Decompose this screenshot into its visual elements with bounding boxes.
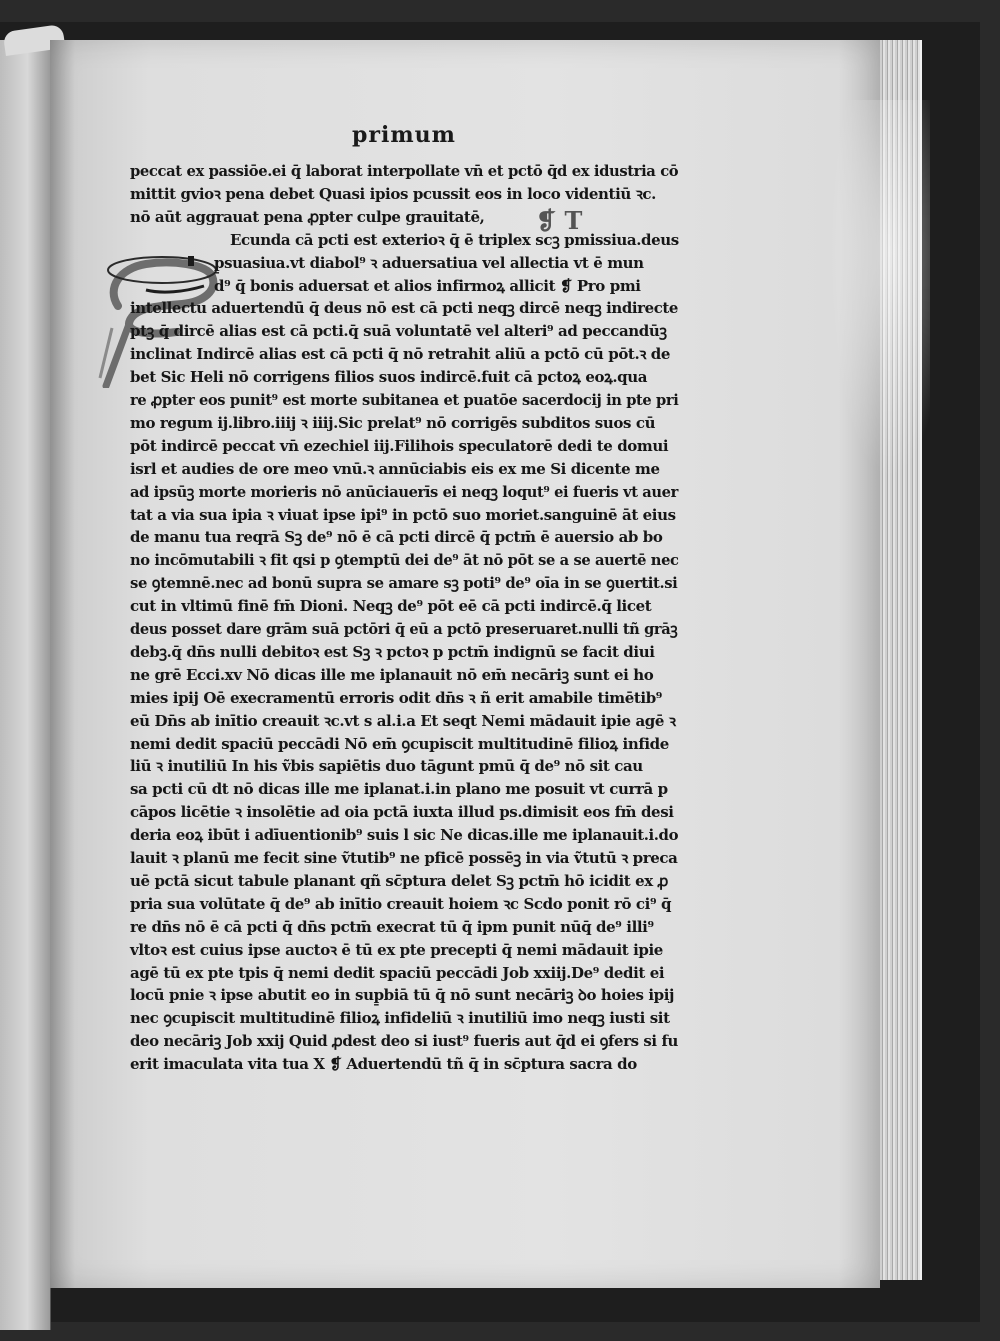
text-line: peccat ex passiōe.ei q̄ laborat interpollate vn̄ et pctō q̄d ex idustria cō [130, 162, 679, 180]
text-line: nō aūt aggrauat pena ꝓpter culpe grauitatē, [130, 207, 485, 226]
text-line: de manu tua reqrā Sꝫ de⁹ nō ē cā pcti dircē q̄ pctm̄ ē auersio ab bo [130, 528, 663, 547]
text-line: inclinat Indircē alias est cā pcti q̄ nō retrahit aliū a pctō cū pōt.ꝛ de [130, 345, 671, 364]
text-line: nemi dedit spaciū peccādi Nō em̄ ꝯcupiscit multitudinē filioꝝ infide [130, 734, 669, 753]
running-header: primum [352, 122, 456, 148]
text-line: no incōmutabili ꝛ fit qsi p ꝯtemptū dei de⁹ āt nō pōt se a se auertē nec [130, 551, 679, 570]
left-page-edge [0, 40, 51, 1330]
text-line: mittit gvioꝛ pena debet Quasi ipios pcussit eos in loco videntiū ꝛc. [130, 184, 656, 203]
text-line: pria sua volūtate q̄ de⁹ ab inītio creauit hoiem ꝛc Scdo ponit rō ci⁹ q̄ [130, 894, 672, 913]
text-line: locū pnie ꝛ ipse abutit eo in sup̱biā tū q̄ nō sunt necāriꝫ ꝺo hoies ipij [130, 986, 675, 1005]
text-line: uē pctā sicut tabule planant qñ sc̄ptura delet Sꝫ pctm̄ hō icidit ex ꝓ [130, 871, 668, 890]
text-line: debꝫ.q̄ dn̄s nulli debitoꝛ est Sꝫ ꝛ pctoꝛ p pctm̄ indignū se facit diui [130, 642, 655, 661]
text-line: agē tū ex pte tpis q̄ nemi dedit spaciū peccādi Job xxiij.De⁹ dedit ei [130, 963, 665, 982]
text-line: Ecunda cā pcti est exterioꝛ q̄ ē triplex scꝫ pmissiua.deus [230, 230, 679, 249]
text-line: mies ipij Oē execramentū erroris odit dn̄s ꝛ ñ erit amabile timētib⁹ [130, 688, 662, 707]
text-line: p̱suasiua.vt diabol⁹ ꝛ aduersatiua vel allectia vt ē mun [214, 253, 644, 272]
text-line: cut in vltimū finē fm̄ Dioni. Neqꝫ de⁹ pōt eē cā pcti indircē.q̄ licet [130, 597, 652, 616]
text-line: se ꝯtemnē.nec ad bonū supra se amare sꝫ poti⁹ de⁹ oīa in se ꝯuertit.si [130, 574, 678, 593]
text-line: vltoꝛ est cuius ipse auctoꝛ ē tū ex pte precepti q̄ nemi mādauit ipie [130, 940, 663, 959]
text-line: cāpos licētie ꝛ insolētie ad oia pctā iuxta illud ps.dimisit eos fm̄ desi [130, 803, 674, 822]
text-line: lauit ꝛ planū me fecit sine ṽtutib⁹ ne pficē possēꝫ in via ṽtutū ꝛ precа [130, 849, 678, 867]
text-line: isrl et audies de ore meo vnū.ꝛ annūciabis eis ex me Si dicente me [130, 459, 660, 478]
text-line: ad ipsūꝫ morte morieris nō anūciauerīs ei neqꝫ loqut⁹ ei fueris vt auer [130, 482, 678, 501]
text-line: eū Dn̄s ab inītio creauit ꝛc.vt s al.i.a Et seqt Nemi mādauit ipie agē ꝛ [130, 711, 676, 730]
text-line: liū ꝛ inutiliū In his ṽbis sapiētis duo tāgunt pmū q̄ de⁹ nō sit cau [130, 757, 643, 776]
text-line: re ꝓpter eos punit⁹ est morte subitanea et puatōe sacerdocij in pte pri [130, 391, 679, 409]
text-line: d⁹ q̄ bonis aduersat et alios infirmoꝝ allicit ❡ Pro pmi [214, 276, 641, 295]
text-line: deus posset dare grām suā pctōri q̄ eū a pctō preseruaret.nulli tñ grāꝫ [130, 620, 678, 638]
text-line: deria eoꝝ ibūt i adīuentionib⁹ suis l sic Ne dicas.ille me iplanauit.i.do [130, 826, 679, 845]
text-line: intellectu aduertendū q̄ deus nō est cā pcti neqꝫ dircē neqꝫ indirecte [130, 299, 679, 318]
text-line: sa pcti cū dt nō dicas ille me iplanat.i.in plano me posuit vt currā p [130, 780, 668, 799]
text-line: ptꝫ q̄ dircē alias est cā pcti.q̄ suā voluntatē vel alteri⁹ ad peccandūꝫ [130, 322, 667, 341]
rubric-paragraph-mark: ❡ T [536, 206, 583, 235]
water-stain [830, 100, 930, 480]
text-line: nec ꝯcupiscit multitudinē filioꝝ infideliū ꝛ inutiliū imo neqꝫ iusti sit [130, 1009, 670, 1028]
text-line: tat a via sua ipia ꝛ viuat ipse ipi⁹ in pctō suo moriet.sanguinē āt eius [130, 505, 676, 524]
text-line: deo necāriꝫ Job xxij Quid ꝓdest deo si iust⁹ fueris aut q̄d ei ꝯfers si fu [130, 1032, 678, 1051]
text-line: bet Sic Heli nō corrigens filios suos indircē.fuit cā pctoꝝ eoꝝ.qua [130, 368, 648, 387]
text-column [130, 160, 690, 1080]
text-line: erit imaculata vita tua X ❡ Aduertendū tñ q̄ in sc̄ptura sacra do [130, 1055, 637, 1074]
text-line: ne grē Ecci.xv Nō dicas ille me iplanauit nō em̄ necāriꝫ sunt ei ho [130, 665, 654, 684]
text-line: re dn̄s nō ē cā pcti q̄ dn̄s pctm̄ execrat tū q̄ ipm punit nūq̄ de⁹ illi⁹ [130, 917, 654, 936]
text-line: pōt indircē peccat vn̄ ezechiel iij.Filihois speculatorē dedi te domui [130, 436, 669, 455]
text-line: mo regum ij.libro.iiij ꝛ iiij.Sic prelat⁹ nō corrigēs subditos suos cū [130, 413, 656, 432]
